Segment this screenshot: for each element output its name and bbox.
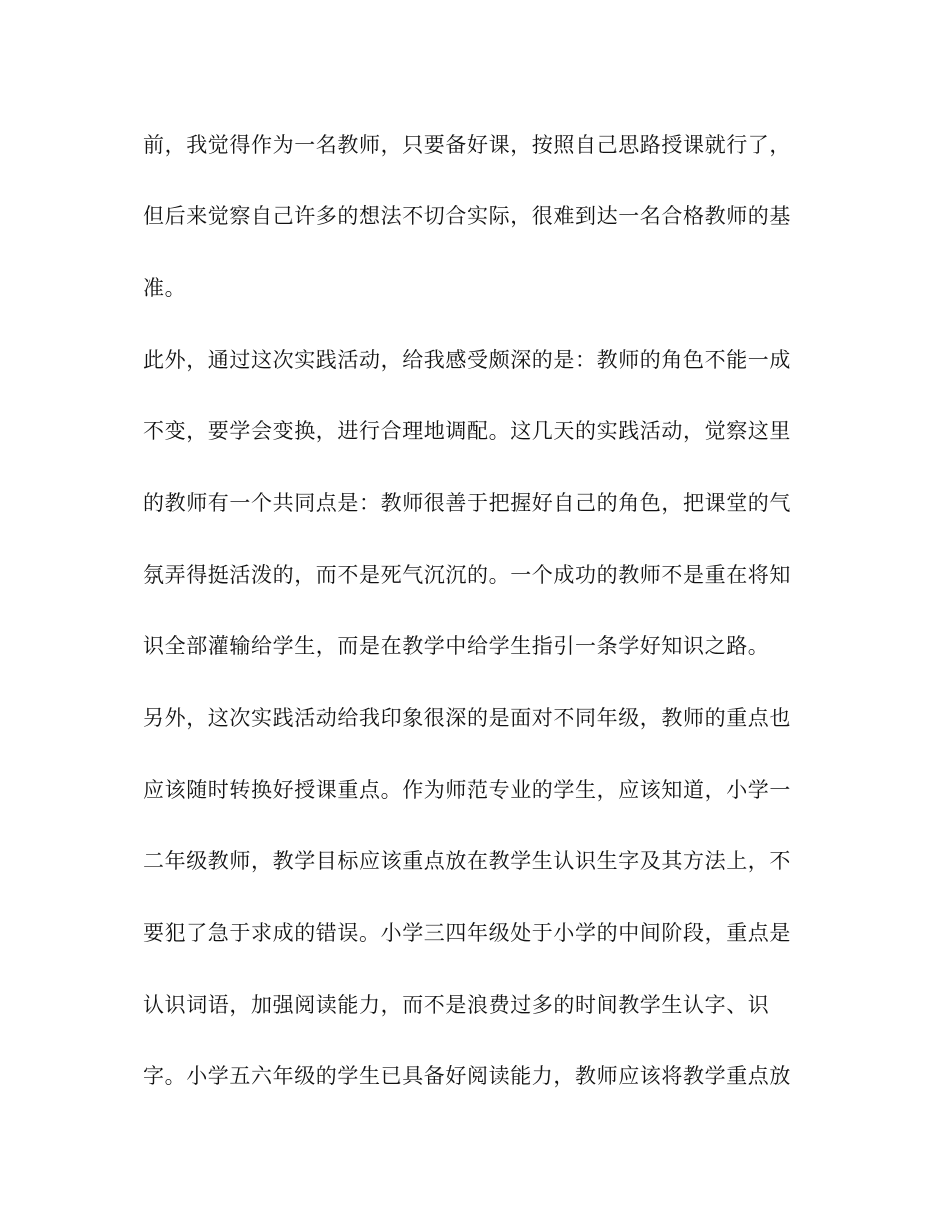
text-line: 氛弄得挺活泼的，而不是死气沉沉的。一个成功的教师不是重在将知	[143, 563, 791, 587]
text-line: 要犯了急于求成的错误。小学三四年级处于小学的中间阶段，重点是	[143, 921, 791, 945]
text-line: 二年级教师，教学目标应该重点放在教学生认识生字及其方法上，不	[143, 849, 791, 873]
text-line: 应该随时转换好授课重点。作为师范专业的学生，应该知道，小学一	[143, 778, 791, 802]
text-line: 字。小学五六年级的学生已具备好阅读能力，教师应该将教学重点放	[143, 1064, 791, 1088]
text-line: 此外，通过这次实践活动，给我感受颇深的是：教师的角色不能一成	[143, 348, 791, 372]
text-line: 认识词语，加强阅读能力，而不是浪费过多的时间教学生认字、识	[143, 993, 770, 1017]
text-line: 另外，这次实践活动给我印象很深的是面对不同年级，教师的重点也	[143, 706, 791, 730]
text-line: 但后来觉察自己许多的想法不切合实际，很难到达一名合格教师的基	[143, 204, 791, 228]
text-line: 不变，要学会变换，进行合理地调配。这几天的实践活动，觉察这里	[143, 419, 791, 443]
text-line: 识全部灌输给学生，而是在教学中给学生指引一条学好知识之路。	[143, 634, 770, 658]
text-line: 准。	[143, 276, 187, 300]
text-line: 前，我觉得作为一名教师，只要备好课，按照自己思路授课就行了，	[143, 133, 791, 157]
text-line: 的教师有一个共同点是：教师很善于把握好自己的角色，把课堂的气	[143, 491, 791, 515]
